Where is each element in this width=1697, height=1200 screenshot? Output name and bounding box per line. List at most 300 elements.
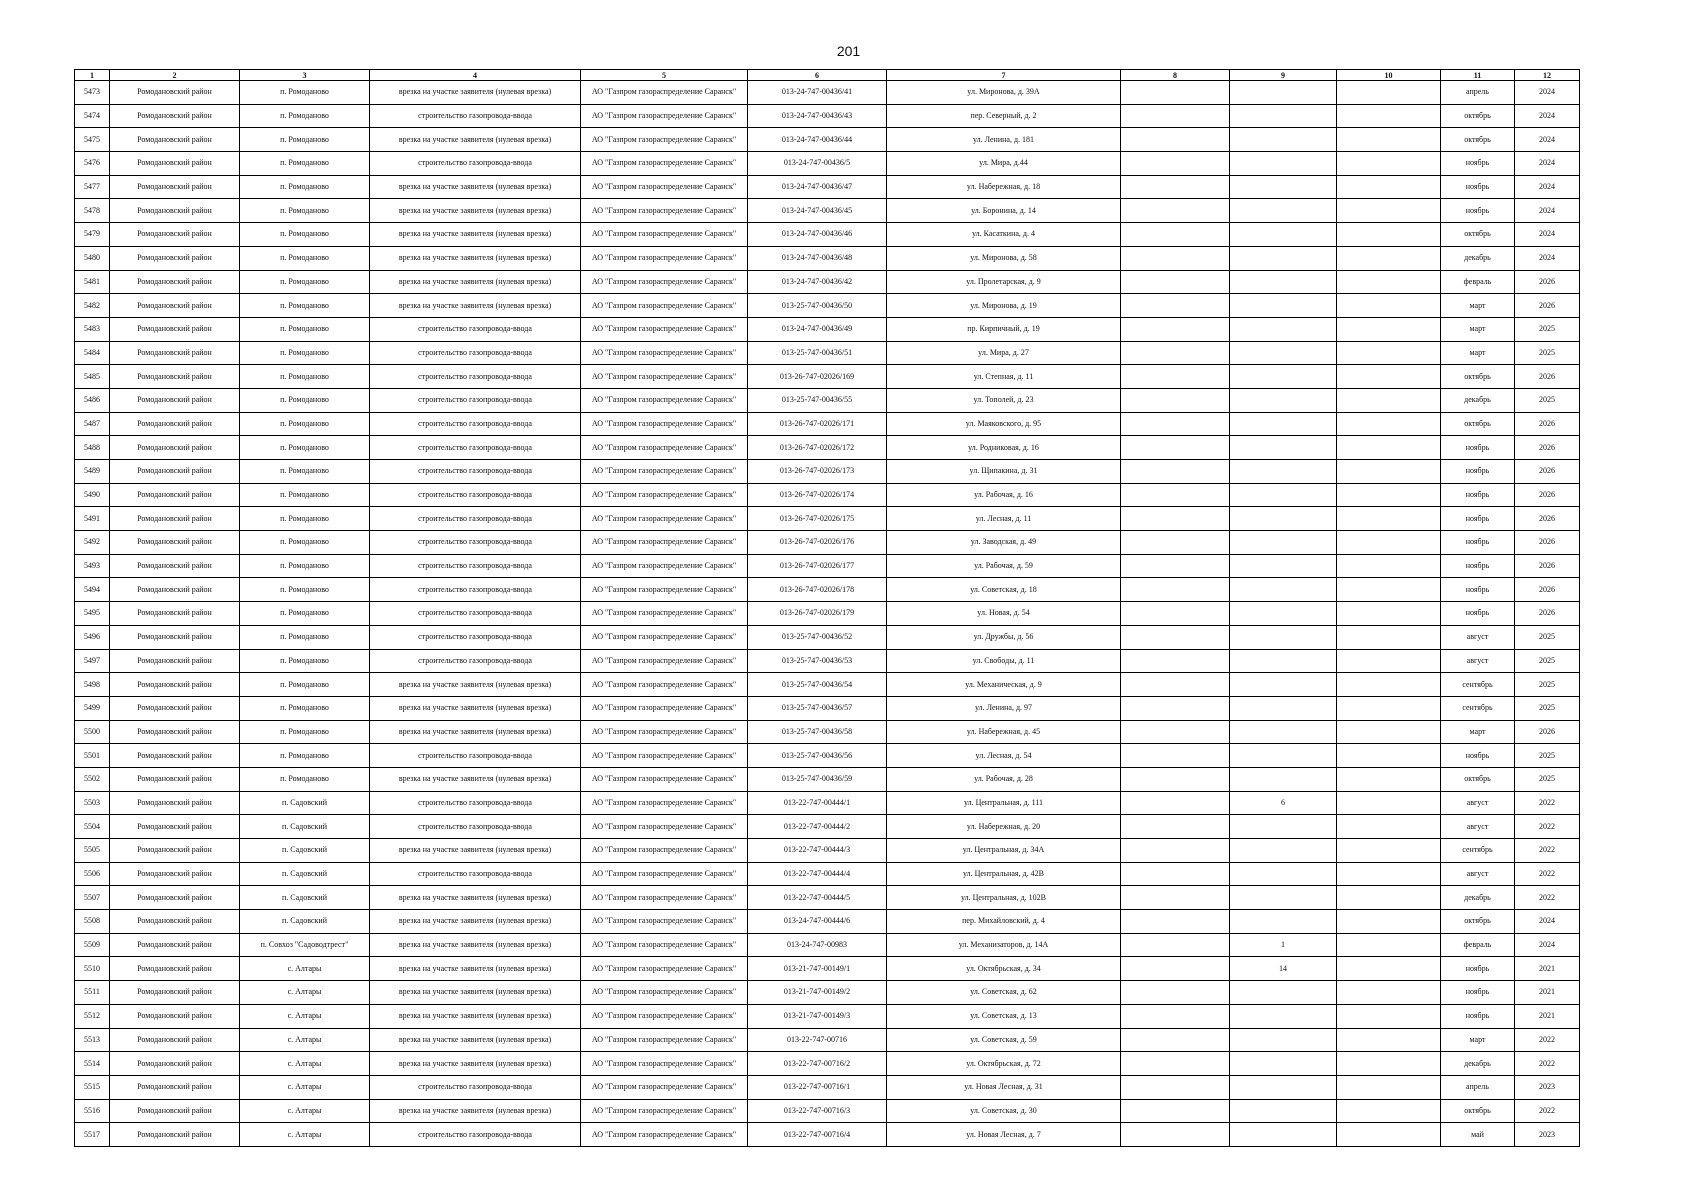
cell-col-10 xyxy=(1337,744,1441,768)
cell-col-9 xyxy=(1230,460,1337,484)
cell-settlement: п. Ромоданово xyxy=(240,507,370,531)
cell-col-10 xyxy=(1337,270,1441,294)
cell-organization: АО "Газпром газораспределение Саранск" xyxy=(581,1123,748,1147)
cell-row-number: 5515 xyxy=(75,1075,110,1099)
cell-district: Ромодановский район xyxy=(110,341,240,365)
cell-col-9 xyxy=(1230,412,1337,436)
cell-organization: АО "Газпром газораспределение Саранск" xyxy=(581,862,748,886)
table-row xyxy=(75,152,1580,176)
table-row xyxy=(75,317,1580,341)
header-cell-row-number: 1 xyxy=(75,70,110,81)
cell-row-number: 5489 xyxy=(75,460,110,484)
cell-col-10 xyxy=(1337,152,1441,176)
cell-month: ноябрь xyxy=(1441,578,1515,602)
cell-address: ул. Щипакина, д. 31 xyxy=(887,460,1121,484)
cell-district: Ромодановский район xyxy=(110,578,240,602)
cell-organization: АО "Газпром газораспределение Саранск" xyxy=(581,483,748,507)
cell-contract-number: 013-25-747-00436/56 xyxy=(748,744,887,768)
cell-address: ул. Центральная, д. 34А xyxy=(887,839,1121,863)
cell-contract-number: 013-26-747-02026/169 xyxy=(748,365,887,389)
cell-organization: АО "Газпром газораспределение Саранск" xyxy=(581,341,748,365)
cell-work-type: врезка на участке заявителя (нулевая врезка) xyxy=(370,720,581,744)
cell-address: ул. Центральная, д. 111 xyxy=(887,791,1121,815)
cell-col-9 xyxy=(1230,128,1337,152)
cell-col-10 xyxy=(1337,839,1441,863)
cell-col-8 xyxy=(1121,554,1230,578)
cell-address: ул. Миронова, д. 58 xyxy=(887,246,1121,270)
cell-row-number: 5496 xyxy=(75,625,110,649)
cell-settlement: п. Ромоданово xyxy=(240,412,370,436)
cell-settlement: п. Ромоданово xyxy=(240,673,370,697)
cell-month: апрель xyxy=(1441,81,1515,105)
cell-settlement: п. Ромоданово xyxy=(240,625,370,649)
cell-contract-number: 013-25-747-00436/53 xyxy=(748,649,887,673)
cell-col-9 xyxy=(1230,1075,1337,1099)
cell-work-type: строительство газопровода-ввода xyxy=(370,1123,581,1147)
cell-col-9 xyxy=(1230,223,1337,247)
cell-year: 2022 xyxy=(1515,1052,1580,1076)
cell-row-number: 5517 xyxy=(75,1123,110,1147)
cell-address: ул. Заводская, д. 49 xyxy=(887,531,1121,555)
cell-settlement: п. Ромоданово xyxy=(240,649,370,673)
cell-organization: АО "Газпром газораспределение Саранск" xyxy=(581,578,748,602)
cell-row-number: 5474 xyxy=(75,104,110,128)
cell-organization: АО "Газпром газораспределение Саранск" xyxy=(581,1075,748,1099)
cell-row-number: 5513 xyxy=(75,1028,110,1052)
table-row xyxy=(75,815,1580,839)
cell-year: 2026 xyxy=(1515,294,1580,318)
cell-row-number: 5494 xyxy=(75,578,110,602)
cell-settlement: п. Ромоданово xyxy=(240,602,370,626)
cell-district: Ромодановский район xyxy=(110,957,240,981)
cell-year: 2022 xyxy=(1515,791,1580,815)
cell-work-type: врезка на участке заявителя (нулевая врезка) xyxy=(370,1028,581,1052)
cell-col-10 xyxy=(1337,673,1441,697)
cell-district: Ромодановский район xyxy=(110,412,240,436)
cell-contract-number: 013-26-747-02026/174 xyxy=(748,483,887,507)
header-row xyxy=(75,70,1580,81)
cell-col-8 xyxy=(1121,270,1230,294)
cell-settlement: п. Ромоданово xyxy=(240,317,370,341)
cell-col-10 xyxy=(1337,341,1441,365)
cell-work-type: врезка на участке заявителя (нулевая врезка) xyxy=(370,175,581,199)
cell-district: Ромодановский район xyxy=(110,317,240,341)
cell-work-type: строительство газопровода-ввода xyxy=(370,649,581,673)
cell-address: пр. Кирпичный, д. 19 xyxy=(887,317,1121,341)
table-row xyxy=(75,1028,1580,1052)
cell-year: 2024 xyxy=(1515,81,1580,105)
cell-col-10 xyxy=(1337,886,1441,910)
cell-organization: АО "Газпром газораспределение Саранск" xyxy=(581,270,748,294)
cell-col-10 xyxy=(1337,507,1441,531)
cell-col-8 xyxy=(1121,152,1230,176)
cell-col-9 xyxy=(1230,246,1337,270)
cell-year: 2024 xyxy=(1515,246,1580,270)
cell-row-number: 5511 xyxy=(75,981,110,1005)
cell-address: ул. Боронина, д. 14 xyxy=(887,199,1121,223)
cell-organization: АО "Газпром газораспределение Саранск" xyxy=(581,199,748,223)
cell-col-10 xyxy=(1337,791,1441,815)
cell-organization: АО "Газпром газораспределение Саранск" xyxy=(581,744,748,768)
cell-year: 2026 xyxy=(1515,554,1580,578)
cell-col-8 xyxy=(1121,1075,1230,1099)
cell-row-number: 5516 xyxy=(75,1099,110,1123)
cell-row-number: 5478 xyxy=(75,199,110,223)
cell-col-10 xyxy=(1337,981,1441,1005)
cell-organization: АО "Газпром газораспределение Саранск" xyxy=(581,412,748,436)
cell-settlement: п. Ромоданово xyxy=(240,223,370,247)
cell-organization: АО "Газпром газораспределение Саранск" xyxy=(581,981,748,1005)
cell-col-9 xyxy=(1230,531,1337,555)
cell-col-8 xyxy=(1121,104,1230,128)
cell-work-type: строительство газопровода-ввода xyxy=(370,602,581,626)
cell-month: сентябрь xyxy=(1441,839,1515,863)
cell-month: ноябрь xyxy=(1441,507,1515,531)
cell-address: ул. Свободы, д. 11 xyxy=(887,649,1121,673)
cell-address: ул. Тополей, д. 23 xyxy=(887,388,1121,412)
cell-month: ноябрь xyxy=(1441,199,1515,223)
cell-district: Ромодановский район xyxy=(110,483,240,507)
cell-work-type: врезка на участке заявителя (нулевая врезка) xyxy=(370,199,581,223)
cell-district: Ромодановский район xyxy=(110,436,240,460)
cell-district: Ромодановский район xyxy=(110,294,240,318)
cell-organization: АО "Газпром газораспределение Саранск" xyxy=(581,104,748,128)
cell-year: 2021 xyxy=(1515,1004,1580,1028)
cell-col-9 xyxy=(1230,767,1337,791)
table-row xyxy=(75,483,1580,507)
cell-settlement: п. Ромоданово xyxy=(240,483,370,507)
cell-month: ноябрь xyxy=(1441,554,1515,578)
cell-contract-number: 013-26-747-02026/171 xyxy=(748,412,887,436)
cell-organization: АО "Газпром газораспределение Саранск" xyxy=(581,673,748,697)
page-number: 201 xyxy=(836,43,861,59)
cell-settlement: с. Алтары xyxy=(240,1075,370,1099)
table-row xyxy=(75,767,1580,791)
cell-col-8 xyxy=(1121,767,1230,791)
table-row xyxy=(75,199,1580,223)
cell-col-10 xyxy=(1337,957,1441,981)
cell-month: август xyxy=(1441,815,1515,839)
cell-col-10 xyxy=(1337,1052,1441,1076)
header-cell-col-8: 8 xyxy=(1121,70,1230,81)
cell-settlement: п. Ромоданово xyxy=(240,128,370,152)
cell-month: август xyxy=(1441,649,1515,673)
cell-year: 2024 xyxy=(1515,199,1580,223)
cell-year: 2026 xyxy=(1515,531,1580,555)
cell-month: август xyxy=(1441,625,1515,649)
cell-row-number: 5487 xyxy=(75,412,110,436)
cell-settlement: с. Алтары xyxy=(240,1099,370,1123)
cell-col-8 xyxy=(1121,815,1230,839)
cell-work-type: строительство газопровода-ввода xyxy=(370,862,581,886)
cell-work-type: врезка на участке заявителя (нулевая врезка) xyxy=(370,270,581,294)
cell-row-number: 5502 xyxy=(75,767,110,791)
cell-contract-number: 013-24-747-00436/43 xyxy=(748,104,887,128)
table-row xyxy=(75,128,1580,152)
cell-settlement: п. Ромоданово xyxy=(240,246,370,270)
cell-work-type: строительство газопровода-ввода xyxy=(370,578,581,602)
cell-contract-number: 013-26-747-02026/173 xyxy=(748,460,887,484)
cell-organization: АО "Газпром газораспределение Саранск" xyxy=(581,365,748,389)
cell-col-9 xyxy=(1230,1004,1337,1028)
cell-col-8 xyxy=(1121,1123,1230,1147)
cell-address: ул. Касаткина, д. 4 xyxy=(887,223,1121,247)
cell-district: Ромодановский район xyxy=(110,175,240,199)
cell-row-number: 5481 xyxy=(75,270,110,294)
cell-col-8 xyxy=(1121,673,1230,697)
cell-year: 2026 xyxy=(1515,270,1580,294)
cell-month: ноябрь xyxy=(1441,175,1515,199)
cell-month: август xyxy=(1441,791,1515,815)
cell-col-9: 6 xyxy=(1230,791,1337,815)
cell-district: Ромодановский район xyxy=(110,128,240,152)
cell-settlement: п. Садовский xyxy=(240,839,370,863)
cell-col-10 xyxy=(1337,1099,1441,1123)
cell-organization: АО "Газпром газораспределение Саранск" xyxy=(581,602,748,626)
cell-year: 2023 xyxy=(1515,1075,1580,1099)
cell-settlement: п. Ромоданово xyxy=(240,341,370,365)
cell-row-number: 5508 xyxy=(75,910,110,934)
cell-address: ул. Ленина, д. 181 xyxy=(887,128,1121,152)
cell-contract-number: 013-24-747-00983 xyxy=(748,933,887,957)
cell-contract-number: 013-25-747-00436/55 xyxy=(748,388,887,412)
cell-col-9 xyxy=(1230,673,1337,697)
cell-district: Ромодановский район xyxy=(110,744,240,768)
cell-district: Ромодановский район xyxy=(110,270,240,294)
cell-work-type: строительство газопровода-ввода xyxy=(370,744,581,768)
cell-row-number: 5482 xyxy=(75,294,110,318)
cell-month: ноябрь xyxy=(1441,152,1515,176)
cell-work-type: строительство газопровода-ввода xyxy=(370,412,581,436)
cell-contract-number: 013-25-747-00436/58 xyxy=(748,720,887,744)
cell-col-9 xyxy=(1230,152,1337,176)
cell-col-9 xyxy=(1230,175,1337,199)
table-row xyxy=(75,957,1580,981)
cell-year: 2026 xyxy=(1515,460,1580,484)
cell-year: 2025 xyxy=(1515,696,1580,720)
cell-col-9 xyxy=(1230,649,1337,673)
table-row xyxy=(75,1075,1580,1099)
cell-contract-number: 013-25-747-00436/57 xyxy=(748,696,887,720)
cell-organization: АО "Газпром газораспределение Саранск" xyxy=(581,1028,748,1052)
cell-address: ул. Мира, д.44 xyxy=(887,152,1121,176)
cell-col-8 xyxy=(1121,625,1230,649)
cell-organization: АО "Газпром газораспределение Саранск" xyxy=(581,625,748,649)
cell-district: Ромодановский район xyxy=(110,1004,240,1028)
cell-year: 2022 xyxy=(1515,862,1580,886)
cell-address: ул. Новая Лесная, д. 7 xyxy=(887,1123,1121,1147)
cell-organization: АО "Газпром газораспределение Саранск" xyxy=(581,81,748,105)
cell-month: октябрь xyxy=(1441,1099,1515,1123)
cell-organization: АО "Газпром газораспределение Саранск" xyxy=(581,649,748,673)
cell-year: 2024 xyxy=(1515,128,1580,152)
header-cell-month: 11 xyxy=(1441,70,1515,81)
cell-settlement: п. Ромоданово xyxy=(240,720,370,744)
cell-district: Ромодановский район xyxy=(110,223,240,247)
cell-month: октябрь xyxy=(1441,128,1515,152)
cell-year: 2023 xyxy=(1515,1123,1580,1147)
cell-col-8 xyxy=(1121,507,1230,531)
table-row xyxy=(75,554,1580,578)
cell-work-type: строительство газопровода-ввода xyxy=(370,815,581,839)
cell-contract-number: 013-22-747-00444/5 xyxy=(748,886,887,910)
cell-year: 2025 xyxy=(1515,744,1580,768)
cell-contract-number: 013-24-747-00436/47 xyxy=(748,175,887,199)
register-table xyxy=(74,69,1580,1147)
cell-address: ул. Миронова, д. 19 xyxy=(887,294,1121,318)
cell-district: Ромодановский район xyxy=(110,104,240,128)
cell-address: ул. Октябрьская, д. 72 xyxy=(887,1052,1121,1076)
cell-col-8 xyxy=(1121,317,1230,341)
cell-year: 2026 xyxy=(1515,483,1580,507)
cell-col-10 xyxy=(1337,649,1441,673)
cell-settlement: с. Алтары xyxy=(240,1052,370,1076)
cell-settlement: п. Ромоданово xyxy=(240,294,370,318)
cell-address: ул. Родниковая, д. 16 xyxy=(887,436,1121,460)
header-cell-col-9: 9 xyxy=(1230,70,1337,81)
cell-col-10 xyxy=(1337,531,1441,555)
cell-col-10 xyxy=(1337,1028,1441,1052)
cell-col-9 xyxy=(1230,981,1337,1005)
cell-organization: АО "Газпром газораспределение Саранск" xyxy=(581,815,748,839)
cell-organization: АО "Газпром газораспределение Саранск" xyxy=(581,531,748,555)
cell-col-9 xyxy=(1230,507,1337,531)
cell-work-type: врезка на участке заявителя (нулевая врезка) xyxy=(370,886,581,910)
cell-col-9 xyxy=(1230,839,1337,863)
cell-row-number: 5506 xyxy=(75,862,110,886)
cell-address: ул. Октябрьская, д. 34 xyxy=(887,957,1121,981)
cell-work-type: врезка на участке заявителя (нулевая врезка) xyxy=(370,223,581,247)
table-row xyxy=(75,1004,1580,1028)
cell-col-9 xyxy=(1230,910,1337,934)
cell-row-number: 5505 xyxy=(75,839,110,863)
cell-district: Ромодановский район xyxy=(110,246,240,270)
cell-contract-number: 013-24-747-00436/45 xyxy=(748,199,887,223)
cell-year: 2024 xyxy=(1515,933,1580,957)
cell-col-10 xyxy=(1337,1123,1441,1147)
cell-month: ноябрь xyxy=(1441,531,1515,555)
cell-address: ул. Центральная, д. 42В xyxy=(887,862,1121,886)
cell-contract-number: 013-25-747-00436/50 xyxy=(748,294,887,318)
cell-work-type: врезка на участке заявителя (нулевая врезка) xyxy=(370,933,581,957)
cell-contract-number: 013-24-747-00436/41 xyxy=(748,81,887,105)
cell-row-number: 5510 xyxy=(75,957,110,981)
table-row xyxy=(75,839,1580,863)
cell-month: ноябрь xyxy=(1441,436,1515,460)
cell-year: 2025 xyxy=(1515,341,1580,365)
cell-row-number: 5490 xyxy=(75,483,110,507)
cell-col-8 xyxy=(1121,957,1230,981)
cell-work-type: врезка на участке заявителя (нулевая врезка) xyxy=(370,81,581,105)
cell-col-9 xyxy=(1230,388,1337,412)
cell-row-number: 5500 xyxy=(75,720,110,744)
cell-year: 2024 xyxy=(1515,175,1580,199)
cell-row-number: 5503 xyxy=(75,791,110,815)
cell-address: ул. Набережная, д. 18 xyxy=(887,175,1121,199)
cell-month: декабрь xyxy=(1441,1052,1515,1076)
cell-col-8 xyxy=(1121,578,1230,602)
cell-year: 2026 xyxy=(1515,436,1580,460)
cell-address: ул. Советская, д. 30 xyxy=(887,1099,1121,1123)
cell-work-type: врезка на участке заявителя (нулевая врезка) xyxy=(370,1052,581,1076)
cell-settlement: с. Алтары xyxy=(240,981,370,1005)
cell-col-10 xyxy=(1337,862,1441,886)
cell-col-10 xyxy=(1337,460,1441,484)
cell-settlement: п. Ромоданово xyxy=(240,199,370,223)
cell-row-number: 5498 xyxy=(75,673,110,697)
cell-row-number: 5514 xyxy=(75,1052,110,1076)
cell-year: 2024 xyxy=(1515,223,1580,247)
cell-district: Ромодановский район xyxy=(110,839,240,863)
cell-address: ул. Пролетарская, д. 9 xyxy=(887,270,1121,294)
cell-month: февраль xyxy=(1441,933,1515,957)
cell-contract-number: 013-26-747-02026/172 xyxy=(748,436,887,460)
cell-month: ноябрь xyxy=(1441,460,1515,484)
cell-contract-number: 013-26-747-02026/178 xyxy=(748,578,887,602)
cell-col-10 xyxy=(1337,128,1441,152)
cell-settlement: п. Ромоданово xyxy=(240,767,370,791)
cell-col-9 xyxy=(1230,483,1337,507)
cell-col-10 xyxy=(1337,625,1441,649)
cell-year: 2025 xyxy=(1515,625,1580,649)
cell-organization: АО "Газпром газораспределение Саранск" xyxy=(581,175,748,199)
cell-col-9 xyxy=(1230,720,1337,744)
cell-col-10 xyxy=(1337,412,1441,436)
cell-month: октябрь xyxy=(1441,223,1515,247)
cell-settlement: п. Ромоданово xyxy=(240,744,370,768)
cell-contract-number: 013-22-747-00716/3 xyxy=(748,1099,887,1123)
cell-contract-number: 013-22-747-00444/2 xyxy=(748,815,887,839)
cell-contract-number: 013-21-747-00149/3 xyxy=(748,1004,887,1028)
cell-settlement: п. Ромоданово xyxy=(240,460,370,484)
cell-work-type: строительство газопровода-ввода xyxy=(370,388,581,412)
cell-district: Ромодановский район xyxy=(110,531,240,555)
cell-district: Ромодановский район xyxy=(110,815,240,839)
cell-col-9 xyxy=(1230,436,1337,460)
cell-col-10 xyxy=(1337,933,1441,957)
cell-col-10 xyxy=(1337,554,1441,578)
cell-year: 2022 xyxy=(1515,815,1580,839)
cell-col-8 xyxy=(1121,246,1230,270)
cell-address: ул. Рабочая, д. 16 xyxy=(887,483,1121,507)
cell-year: 2026 xyxy=(1515,412,1580,436)
cell-work-type: врезка на участке заявителя (нулевая врезка) xyxy=(370,246,581,270)
cell-work-type: строительство газопровода-ввода xyxy=(370,531,581,555)
cell-district: Ромодановский район xyxy=(110,388,240,412)
cell-col-8 xyxy=(1121,483,1230,507)
cell-col-9 xyxy=(1230,625,1337,649)
table-row xyxy=(75,696,1580,720)
cell-district: Ромодановский район xyxy=(110,81,240,105)
cell-work-type: врезка на участке заявителя (нулевая врезка) xyxy=(370,910,581,934)
cell-col-10 xyxy=(1337,317,1441,341)
cell-organization: АО "Газпром газораспределение Саранск" xyxy=(581,388,748,412)
cell-contract-number: 013-22-747-00716/2 xyxy=(748,1052,887,1076)
cell-col-9 xyxy=(1230,578,1337,602)
cell-col-9 xyxy=(1230,199,1337,223)
cell-month: май xyxy=(1441,1123,1515,1147)
cell-district: Ромодановский район xyxy=(110,933,240,957)
cell-work-type: строительство газопровода-ввода xyxy=(370,152,581,176)
cell-col-8 xyxy=(1121,933,1230,957)
cell-col-8 xyxy=(1121,1052,1230,1076)
cell-address: ул. Механическая, д. 9 xyxy=(887,673,1121,697)
cell-settlement: п. Ромоданово xyxy=(240,152,370,176)
cell-col-8 xyxy=(1121,791,1230,815)
cell-row-number: 5509 xyxy=(75,933,110,957)
cell-col-9 xyxy=(1230,862,1337,886)
cell-col-8 xyxy=(1121,744,1230,768)
